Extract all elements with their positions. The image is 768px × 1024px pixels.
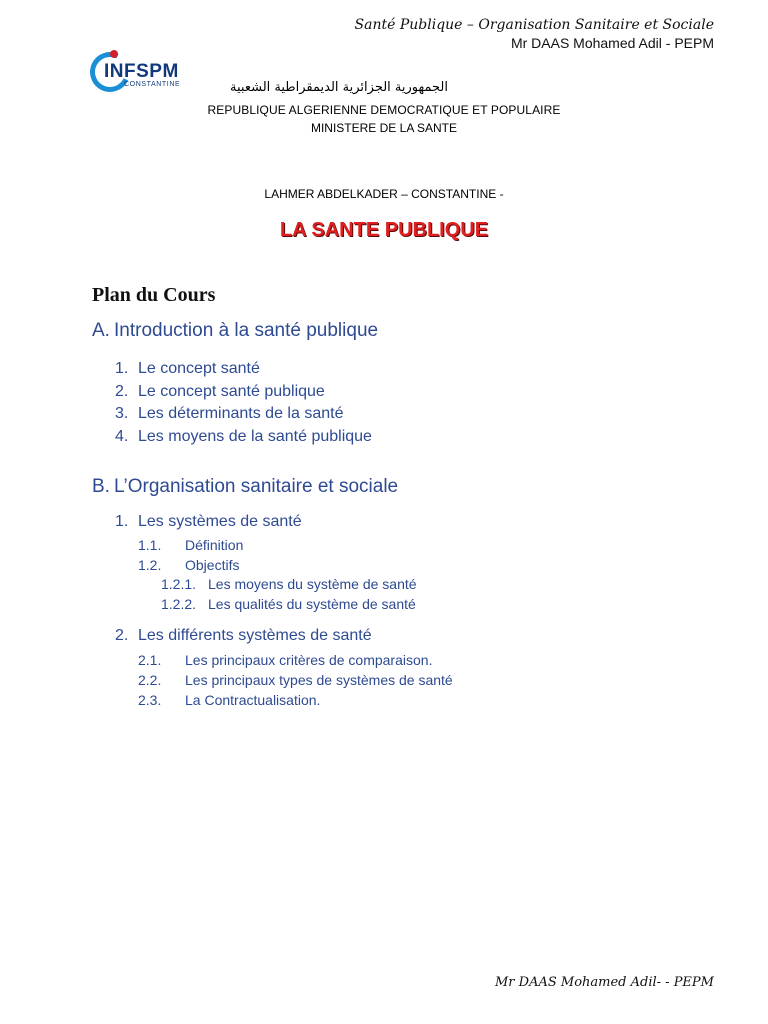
logo-name: INFSPM — [104, 61, 179, 82]
list-item — [138, 650, 453, 670]
section-b-item-1-sublist — [138, 535, 243, 575]
school-name: LAHMER ABDELKADER – CONSTANTINE - — [264, 187, 504, 201]
item-number: 1.1. — [138, 537, 162, 553]
arabic-republic-text: الجمهورية الجزائرية الديمقراطية الشعبية — [230, 80, 448, 95]
logo-dot-icon — [110, 50, 118, 58]
section-a-label: Introduction à la santé publique — [114, 320, 379, 341]
item-number: 1. — [115, 513, 129, 530]
item-label: Les qualités du système de santé — [208, 596, 416, 612]
list-item — [115, 381, 372, 404]
section-a-title — [92, 320, 378, 342]
item-number: 2.1. — [138, 652, 162, 668]
section-b-item-1-subsublist — [161, 574, 417, 614]
item-label: Les différents systèmes de santé — [138, 627, 372, 644]
item-label: Objectifs — [185, 557, 240, 573]
item-label: La Contractualisation. — [185, 692, 321, 708]
list-item — [138, 690, 453, 710]
item-number: 2.3. — [138, 692, 162, 708]
item-label: Les moyens du système de santé — [208, 576, 417, 592]
list-item — [161, 574, 417, 594]
item-number: 2. — [115, 382, 129, 400]
list-item — [115, 426, 372, 449]
item-label: Les principaux critères de comparaison. — [185, 652, 433, 668]
section-b-item-2 — [115, 627, 372, 645]
item-number: 1.2.2. — [161, 596, 197, 612]
item-label: Les déterminants de la santé — [138, 405, 344, 422]
section-a-list — [115, 358, 372, 448]
item-label: Les moyens de la santé publique — [138, 427, 372, 445]
item-number: 3. — [115, 405, 129, 422]
page-header — [355, 16, 714, 52]
section-b-letter: B. — [92, 476, 110, 497]
header-author: Mr DAAS Mohamed Adil - PEPM — [510, 35, 714, 51]
list-item — [161, 594, 417, 614]
section-b-title — [92, 476, 398, 498]
item-label: Les systèmes de santé — [138, 513, 302, 530]
item-number: 2.2. — [138, 672, 162, 688]
item-label: Le concept santé publique — [138, 382, 325, 400]
section-b-item-1 — [115, 513, 302, 531]
list-item — [115, 358, 372, 381]
list-item — [138, 555, 243, 575]
document-title: LA SANTE PUBLIQUE — [279, 219, 489, 241]
item-number: 1.2. — [138, 557, 162, 573]
item-label: Les principaux types de systèmes de santé — [185, 672, 453, 688]
header-course-title: Santé Publique – Organisation Sanitaire et Sociale — [354, 17, 714, 33]
page-footer: Mr DAAS Mohamed Adil- - PEPM — [494, 975, 714, 990]
item-number: 4. — [115, 427, 129, 445]
section-a-letter: A. — [92, 320, 110, 341]
item-label: Le concept santé — [138, 360, 260, 377]
item-number: 1. — [115, 360, 129, 377]
plan-heading: Plan du Cours — [92, 284, 216, 306]
logo-subtitle: CONSTANTINE — [124, 81, 181, 88]
list-item — [115, 403, 372, 426]
section-b-item-2-sublist — [138, 650, 453, 710]
arabic-republic-name — [0, 80, 768, 95]
item-label: Définition — [185, 537, 244, 553]
list-item — [138, 670, 453, 690]
list-item — [138, 535, 243, 555]
section-b-label: L’Organisation sanitaire et sociale — [114, 476, 399, 497]
item-number: 1.2.1. — [161, 576, 197, 592]
item-number: 2. — [115, 627, 129, 644]
republic-name: REPUBLIQUE ALGERIENNE DEMOCRATIQUE ET POPULAIRE — [207, 103, 561, 117]
ministry-name: MINISTERE DE LA SANTE — [310, 121, 458, 135]
